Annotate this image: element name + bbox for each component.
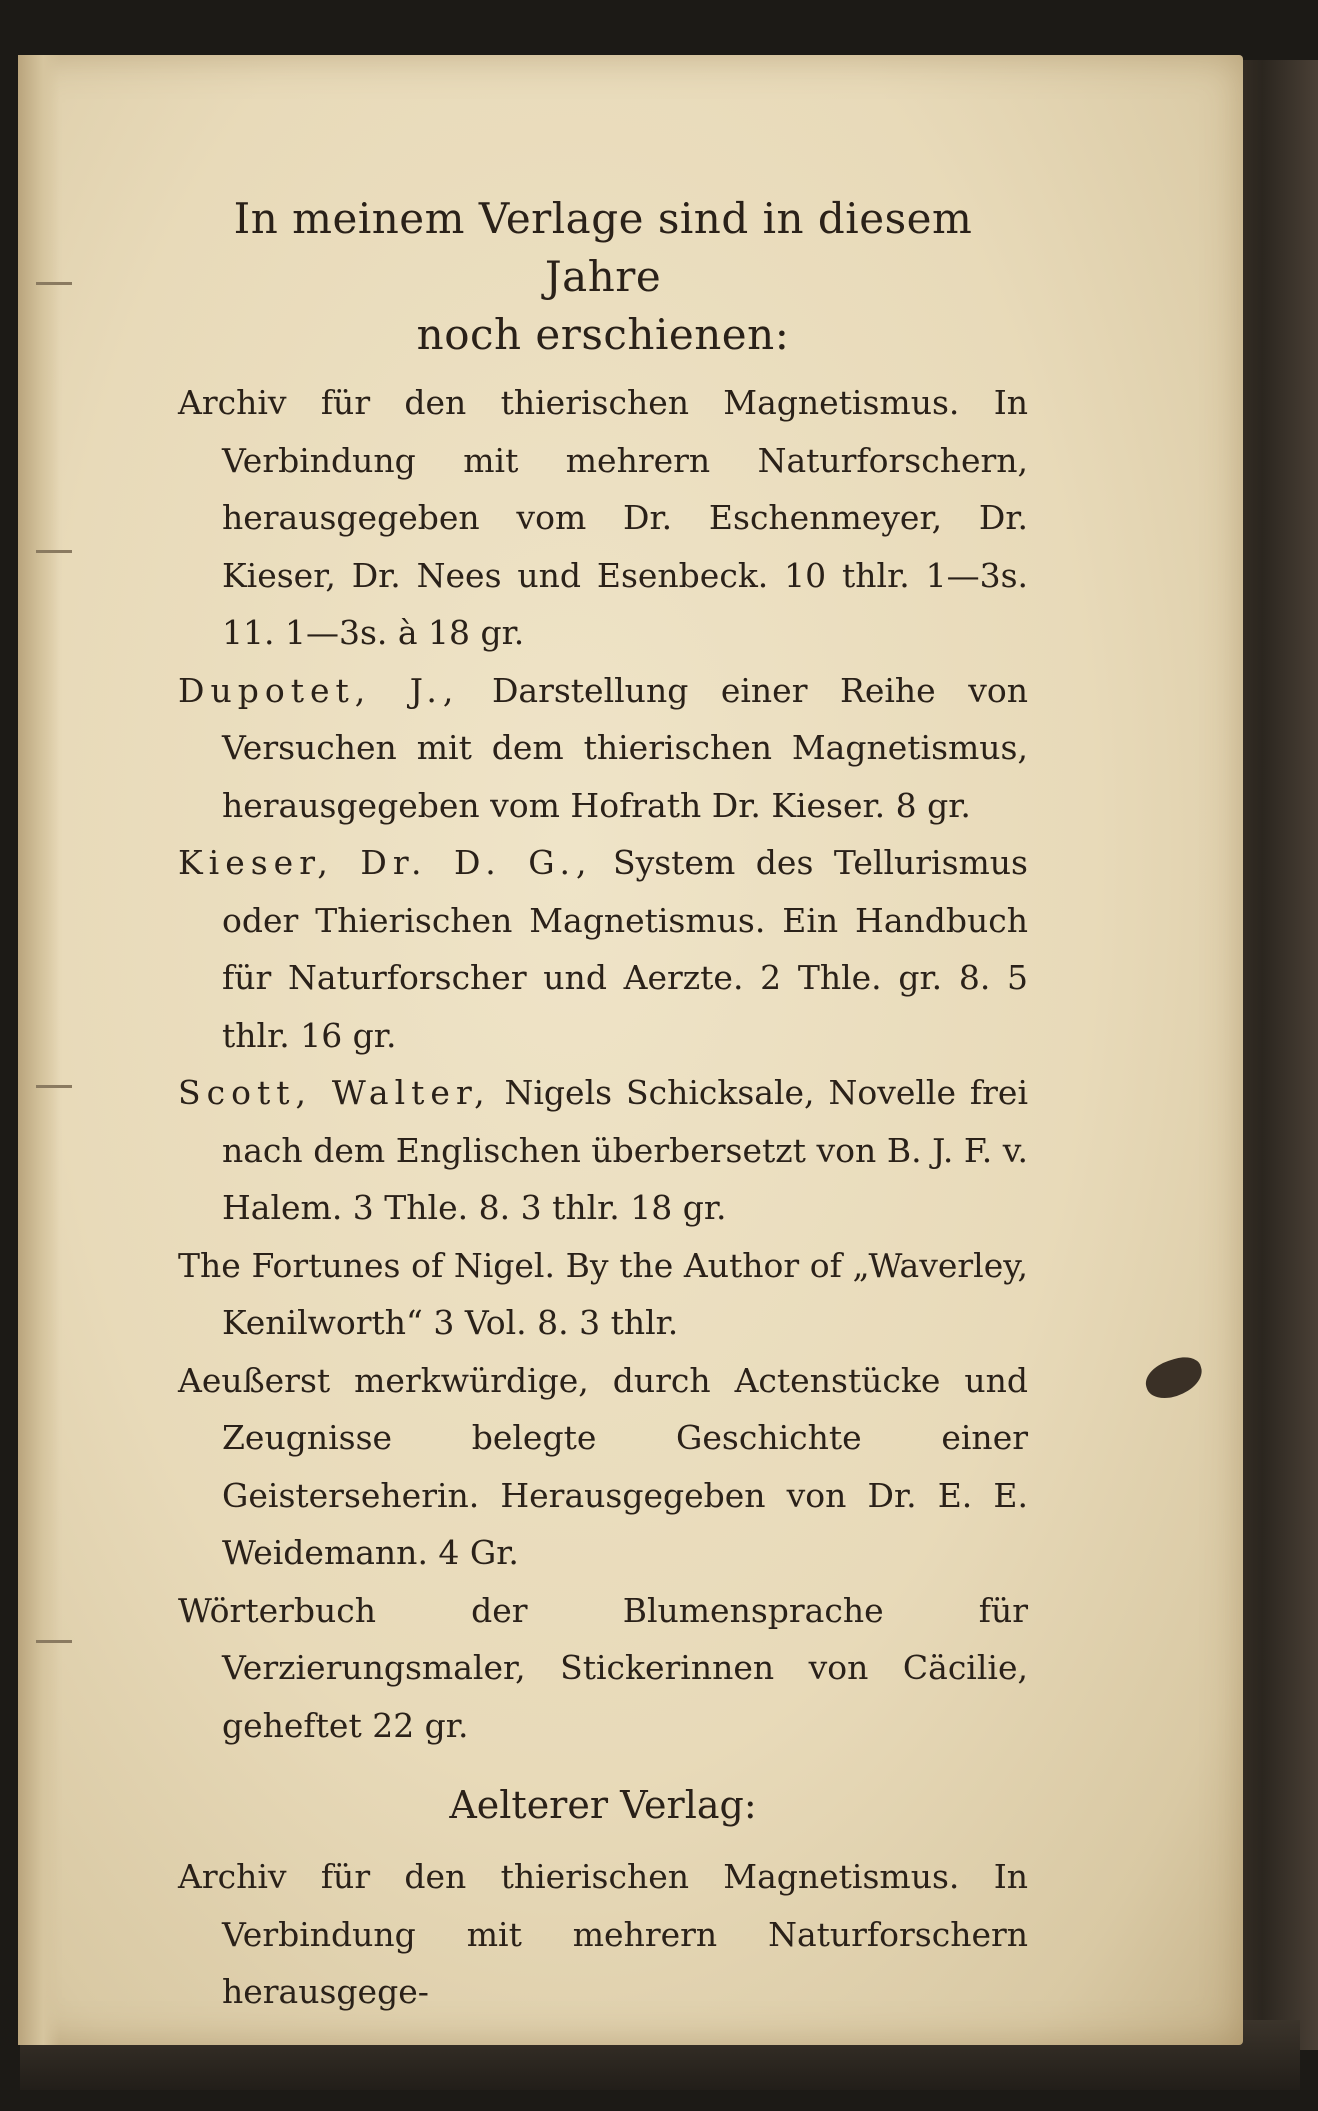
catalog-entry: Archiv für den thierischen Magnetismus. In Verbindung mit mehrern Naturforschern herausgege- xyxy=(178,1857,1029,2011)
catalog-entry: Scott, Walter, Nigels Schicksale, Novelle frei nach dem Englischen überbersetzt von B. J. F. v. Halem. 3 Thle. 8. 3 thlr. 18 gr. xyxy=(178,1073,1028,1227)
catalog-entry: The Fortunes of Nigel. By the Author of „Waverley, Kenilworth“ 3 Vol. 8. 3 thlr. xyxy=(178,1245,1028,1342)
catalog-entry: Dupotet, J., Darstellung einer Reihe von Versuchen mit dem thierischen Magnetismus, herausgegeben vom Hofrath Dr. Kieser. 8 gr. xyxy=(178,670,1028,825)
catalog-entry: Kieser, Dr. D. G., System des Tellurismus oder Thierischen Magnetismus. Ein Handbuch für Naturforscher und Aerzte. 2 Thle. gr. 8. 5 thlr. 16 gr. xyxy=(178,843,1028,1055)
heading-line-1: In meinem Verlage sind in diesem Jahre xyxy=(233,194,973,301)
older-publications-heading: Aelterer Verlag: xyxy=(449,1783,757,1827)
catalog-entry: Wörterbuch der Blumensprache für Verzierungsmaler, Stickerinnen von Cäcilie, geheftet 22 gr. xyxy=(178,1590,1028,1745)
binding-stitch xyxy=(36,1085,72,1088)
publisher-heading xyxy=(178,190,1028,364)
catalog-entry: Archiv für den thierischen Magnetismus. In Verbindung mit mehrern Naturforschern, herausgegeben vom Dr. Eschenmeyer, Dr. Kieser, Dr. Nees und Esenbeck. 10 thlr. 1—3s. 11. 1—3s. à 18 gr. xyxy=(178,383,1029,652)
catalog-entry: Aeußerst merkwürdige, durch Actenstücke und Zeugnisse belegte Geschichte einer Geisterseherin. Herausgegeben von Dr. E. E. Weidemann. 4 Gr. xyxy=(178,1360,1028,1572)
page-gutter xyxy=(18,55,60,2045)
page-text xyxy=(178,190,1028,2021)
heading-line-2: noch erschienen: xyxy=(416,310,790,359)
binding-stitch xyxy=(36,282,72,285)
binding-stitch xyxy=(36,1640,72,1643)
binding-stitch xyxy=(36,550,72,553)
